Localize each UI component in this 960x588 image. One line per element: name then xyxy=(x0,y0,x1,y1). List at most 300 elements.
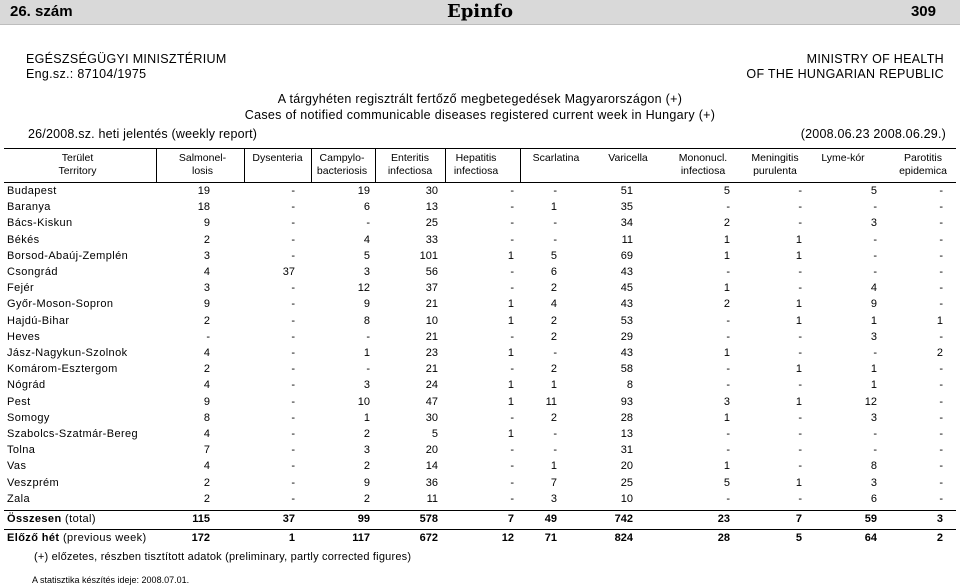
previous-week-row xyxy=(0,532,960,548)
table-cell: - xyxy=(366,217,370,230)
row-label-text: Heves xyxy=(7,330,41,343)
row-label-text: Szabolcs-Szatmár-Bereg xyxy=(7,428,139,440)
table-cell: 742 xyxy=(614,513,633,525)
table-cell: 101 xyxy=(419,249,438,262)
row-label xyxy=(7,217,73,229)
table-cell: 23 xyxy=(425,347,438,359)
table-cell: 23 xyxy=(717,513,730,525)
table-cell: 19 xyxy=(357,185,370,197)
row-label-text: Előző hét xyxy=(7,532,60,544)
table-cell: 1 xyxy=(507,428,514,440)
table-cell: - xyxy=(553,428,557,440)
row-label-text: Somogy xyxy=(7,411,50,424)
table-cell: 9 xyxy=(363,476,370,489)
table-cell: 2 xyxy=(723,298,730,311)
table-cell: - xyxy=(726,266,730,278)
table-row xyxy=(0,396,960,412)
column-separator xyxy=(156,149,157,182)
table-cell: 49 xyxy=(544,513,557,525)
table-header-rule xyxy=(4,182,956,183)
table-cell: 5 xyxy=(431,428,438,440)
table-cell: - xyxy=(291,444,295,457)
column-header-line2: losis xyxy=(191,165,213,177)
table-cell: 5 xyxy=(723,476,730,489)
row-label-text: Fejér xyxy=(7,282,35,295)
table-cell: - xyxy=(939,266,943,278)
table-cell: - xyxy=(291,347,295,359)
table-cell: 45 xyxy=(620,282,633,295)
column-separator xyxy=(445,149,446,182)
total-rule xyxy=(4,510,956,511)
table-cell: - xyxy=(798,217,802,230)
table-cell: - xyxy=(939,330,943,343)
table-cell: - xyxy=(939,428,943,440)
row-label xyxy=(7,331,40,343)
table-cell: 7 xyxy=(795,513,802,525)
table-cell: - xyxy=(939,233,943,246)
table-cell: - xyxy=(510,233,514,246)
column-header xyxy=(812,152,874,165)
date-range: (2008.06.23 2008.06.29.) xyxy=(800,127,946,141)
table-cell: 5 xyxy=(870,185,877,197)
table-cell: 99 xyxy=(357,513,370,525)
table-cell: 20 xyxy=(620,460,633,473)
table-cell: 2 xyxy=(723,217,730,230)
table-cell: 1 xyxy=(795,233,802,246)
table-cell: 672 xyxy=(419,532,438,544)
table-cell: - xyxy=(510,185,514,197)
table-cell: - xyxy=(510,444,514,457)
table-cell: 3 xyxy=(203,249,210,262)
table-cell: 56 xyxy=(425,266,438,278)
column-header-line2: epidemica xyxy=(899,165,947,177)
ministry-hu: EGÉSZSÉGÜGYI MINISZTÉRIUM xyxy=(26,52,227,66)
table-cell: 824 xyxy=(614,532,633,544)
table-cell: - xyxy=(939,411,943,424)
table-row xyxy=(0,347,960,363)
table-row xyxy=(0,217,960,233)
table-cell: 25 xyxy=(425,217,438,230)
table-cell: 2 xyxy=(203,492,210,505)
table-row xyxy=(0,201,960,217)
row-label-note: (previous week) xyxy=(62,532,147,544)
row-label xyxy=(7,282,34,294)
table-cell: - xyxy=(291,363,295,376)
table-cell: - xyxy=(291,411,295,424)
table-cell: 7 xyxy=(550,476,557,489)
table-cell: - xyxy=(798,379,802,392)
table-cell: - xyxy=(798,201,802,214)
table-cell: 1 xyxy=(795,314,802,327)
table-cell: 2 xyxy=(550,363,557,376)
column-header-line2: purulenta xyxy=(753,165,797,177)
registration-number: Eng.sz.: 87104/1975 xyxy=(26,67,147,81)
table-cell: 1 xyxy=(723,233,730,246)
row-label-text: Pest xyxy=(7,395,31,408)
table-cell: 1 xyxy=(795,298,802,311)
table-cell: 2 xyxy=(936,532,943,544)
table-cell: 1 xyxy=(550,460,557,473)
total-row xyxy=(0,513,960,529)
table-cell: 10 xyxy=(357,395,370,408)
table-cell: 2 xyxy=(203,363,210,376)
table-cell: 1 xyxy=(795,395,802,408)
row-label-text: Vas xyxy=(7,460,27,473)
column-separator xyxy=(375,149,376,182)
table-cell: 3 xyxy=(870,330,877,343)
table-cell: 2 xyxy=(550,314,557,327)
table-cell: 24 xyxy=(425,379,438,392)
table-cell: 3 xyxy=(723,395,730,408)
table-cell: 21 xyxy=(425,298,438,311)
table-cell: 43 xyxy=(620,298,633,311)
page-header-bar xyxy=(0,0,960,25)
table-title xyxy=(0,91,960,123)
table-cell: - xyxy=(291,282,295,295)
table-cell: 1 xyxy=(870,314,877,327)
table-cell: 1 xyxy=(363,347,370,359)
table-cell: 1 xyxy=(507,249,514,262)
table-cell: - xyxy=(726,444,730,457)
table-cell: 43 xyxy=(620,347,633,359)
column-header xyxy=(245,152,310,165)
table-cell: - xyxy=(726,314,730,327)
column-header xyxy=(160,152,245,178)
column-header-line2: infectiosa xyxy=(680,165,726,177)
table-cell: 37 xyxy=(282,513,295,525)
table-row xyxy=(0,266,960,282)
table-cell: 4 xyxy=(870,282,877,295)
table-cell: 1 xyxy=(870,379,877,392)
table-cell: - xyxy=(553,217,557,230)
table-cell: 4 xyxy=(203,266,210,278)
table-cell: 1 xyxy=(795,249,802,262)
table-cell: 1 xyxy=(550,201,557,214)
table-cell: - xyxy=(510,282,514,295)
table-cell: - xyxy=(510,201,514,214)
column-header-line1: Hepatitis xyxy=(455,152,497,164)
table-cell: 1 xyxy=(507,314,514,327)
row-label xyxy=(7,201,51,213)
table-cell: 2 xyxy=(203,476,210,489)
row-label xyxy=(7,250,128,262)
table-cell: 36 xyxy=(425,476,438,489)
table-cell: 53 xyxy=(620,314,633,327)
table-cell: 20 xyxy=(425,444,438,457)
table-cell: - xyxy=(510,363,514,376)
table-cell: - xyxy=(873,266,877,278)
table-cell: 1 xyxy=(507,379,514,392)
table-cell: 1 xyxy=(795,476,802,489)
table-cell: - xyxy=(553,233,557,246)
row-label xyxy=(7,185,57,197)
table-cell: - xyxy=(873,201,877,214)
table-cell: - xyxy=(510,411,514,424)
table-cell: - xyxy=(939,379,943,392)
table-cell: - xyxy=(939,444,943,457)
epinfo-logo: Epinfo xyxy=(447,1,513,22)
table-cell: - xyxy=(798,460,802,473)
column-header xyxy=(596,152,660,165)
report-number: 26/2008.sz. heti jelentés (weekly report) xyxy=(28,127,258,141)
table-cell: 2 xyxy=(936,347,943,359)
column-header xyxy=(447,152,505,178)
table-cell: 11 xyxy=(545,395,557,408)
table-cell: - xyxy=(939,492,943,505)
table-cell: 2 xyxy=(363,492,370,505)
column-header-line2: infectiosa xyxy=(387,165,433,177)
issue-number: 26. szám xyxy=(10,3,73,20)
table-cell: - xyxy=(510,266,514,278)
table-cell: 2 xyxy=(363,428,370,440)
table-cell: 71 xyxy=(544,532,557,544)
table-cell: 1 xyxy=(870,363,877,376)
table-cell: 117 xyxy=(352,532,370,544)
table-cell: - xyxy=(939,201,943,214)
table-cell: 7 xyxy=(507,513,514,525)
table-cell: 21 xyxy=(425,363,438,376)
table-cell: - xyxy=(510,460,514,473)
table-cell: 1 xyxy=(936,314,943,327)
table-cell: 5 xyxy=(795,532,802,544)
table-cell: - xyxy=(939,249,943,262)
table-cell: 58 xyxy=(620,363,633,376)
table-cell: 1 xyxy=(507,347,514,359)
table-cell: - xyxy=(798,282,802,295)
table-cell: 43 xyxy=(620,266,633,278)
table-cell: 29 xyxy=(620,330,633,343)
row-label-text: Nógrád xyxy=(7,379,46,392)
column-header-line2: bacteriosis xyxy=(316,165,368,177)
row-label xyxy=(7,347,128,359)
table-cell: 4 xyxy=(550,298,557,311)
row-label-text: Győr-Moson-Sopron xyxy=(7,298,114,311)
table-cell: 2 xyxy=(550,282,557,295)
table-cell: 28 xyxy=(717,532,730,544)
row-label xyxy=(7,428,138,440)
row-label-text: Borsod-Abaúj-Zemplén xyxy=(7,249,129,262)
table-cell: - xyxy=(291,217,295,230)
table-cell: - xyxy=(291,492,295,505)
table-cell: - xyxy=(939,476,943,489)
table-cell: 2 xyxy=(203,233,210,246)
row-label xyxy=(7,315,69,327)
table-row xyxy=(0,315,960,331)
table-row xyxy=(0,460,960,476)
row-label-text: Összesen xyxy=(7,513,62,525)
table-cell: - xyxy=(726,330,730,343)
table-row xyxy=(0,282,960,298)
table-cell: - xyxy=(366,363,370,376)
page-number: 309 xyxy=(910,3,936,20)
table-cell: - xyxy=(873,233,877,246)
table-cell: 4 xyxy=(203,347,210,359)
table-cell: - xyxy=(726,379,730,392)
row-label xyxy=(7,493,30,505)
table-cell: 5 xyxy=(550,249,557,262)
table-cell: 5 xyxy=(363,249,370,262)
table-cell: - xyxy=(291,233,295,246)
table-cell: - xyxy=(291,185,295,197)
table-cell: - xyxy=(510,330,514,343)
table-cell: - xyxy=(291,330,295,343)
table-cell: 3 xyxy=(203,282,210,295)
table-cell: 4 xyxy=(363,233,370,246)
table-cell: 1 xyxy=(507,395,514,408)
table-cell: 3 xyxy=(363,444,370,457)
table-cell: 64 xyxy=(864,532,877,544)
column-header xyxy=(527,152,585,165)
table-cell: 1 xyxy=(795,363,802,376)
row-label-text: Hajdú-Bihar xyxy=(7,314,70,327)
table-cell: 4 xyxy=(203,428,210,440)
table-cell: 12 xyxy=(501,532,514,544)
row-label xyxy=(7,412,50,424)
table-cell: 12 xyxy=(864,395,877,408)
column-header-line1: Dysenteria xyxy=(252,152,303,164)
table-cell: - xyxy=(206,330,210,343)
row-label xyxy=(7,444,35,456)
table-cell: 3 xyxy=(870,217,877,230)
table-cell: 1 xyxy=(723,249,730,262)
row-label-text: Baranya xyxy=(7,201,51,214)
previous-rule xyxy=(4,529,956,530)
footnote: (+) előzetes, részben tisztított adatok (preliminary, partly corrected figures) xyxy=(34,551,412,563)
table-cell: - xyxy=(291,201,295,214)
table-row xyxy=(0,250,960,266)
table-cell: 1 xyxy=(550,379,557,392)
table-cell: - xyxy=(510,217,514,230)
column-separator xyxy=(520,149,521,182)
table-cell: - xyxy=(726,492,730,505)
table-cell: 35 xyxy=(620,201,633,214)
row-label-text: Tolna xyxy=(7,444,36,457)
column-header-line1: Lyme-kór xyxy=(821,152,865,164)
table-row xyxy=(0,331,960,347)
table-cell: - xyxy=(291,249,295,262)
row-label xyxy=(7,298,113,310)
table-cell: 31 xyxy=(620,444,633,457)
column-separator xyxy=(244,149,245,182)
column-header-line1: Meningitis xyxy=(751,152,799,164)
table-cell: 30 xyxy=(425,185,438,197)
table-cell: 33 xyxy=(425,233,438,246)
table-cell: 3 xyxy=(363,266,370,278)
table-cell: - xyxy=(939,217,943,230)
table-cell: - xyxy=(726,428,730,440)
row-label xyxy=(7,396,31,408)
table-cell: 3 xyxy=(363,379,370,392)
row-label-text: Jász-Nagykun-Szolnok xyxy=(7,347,128,359)
table-cell: 2 xyxy=(550,330,557,343)
table-cell: 13 xyxy=(620,428,633,440)
table-cell: 10 xyxy=(620,492,633,505)
table-cell: 1 xyxy=(723,460,730,473)
table-cell: - xyxy=(553,185,557,197)
table-cell: - xyxy=(291,298,295,311)
ministry-en: MINISTRY OF HEALTH xyxy=(806,52,944,66)
table-cell: 12 xyxy=(357,282,370,295)
table-cell: - xyxy=(939,185,943,197)
table-cell: 3 xyxy=(870,411,877,424)
table-cell: 9 xyxy=(203,298,210,311)
table-cell: 9 xyxy=(203,217,210,230)
row-label xyxy=(7,532,147,544)
table-row xyxy=(0,428,960,444)
table-cell: 9 xyxy=(363,298,370,311)
table-cell: 21 xyxy=(425,330,438,343)
table-cell: 1 xyxy=(288,532,295,544)
column-header xyxy=(890,152,956,178)
table-cell: 6 xyxy=(870,492,877,505)
row-label xyxy=(7,379,45,391)
table-cell: 2 xyxy=(203,314,210,327)
column-header-line2: infectiosa xyxy=(453,165,499,177)
table-cell: 93 xyxy=(620,395,633,408)
row-label xyxy=(7,234,40,246)
title-hungarian: A tárgyhéten regisztrált fertőző megbetegedések Magyarországon (+) xyxy=(277,92,683,106)
column-header-line1: Scarlatina xyxy=(532,152,580,164)
table-cell: - xyxy=(939,395,943,408)
column-header xyxy=(669,152,737,178)
column-header-line1: Varicella xyxy=(608,152,648,164)
table-cell: 6 xyxy=(363,201,370,214)
table-cell: 115 xyxy=(192,513,210,525)
column-header-line1: Terület xyxy=(61,152,94,164)
table-cell: - xyxy=(873,249,877,262)
republic-en: OF THE HUNGARIAN REPUBLIC xyxy=(746,67,944,81)
table-row xyxy=(0,493,960,509)
row-label-text: Veszprém xyxy=(7,476,60,489)
table-cell: 14 xyxy=(425,460,438,473)
table-cell: - xyxy=(291,460,295,473)
table-cell: 1 xyxy=(723,411,730,424)
row-label xyxy=(7,266,58,278)
table-cell: - xyxy=(939,363,943,376)
row-label xyxy=(7,460,26,472)
table-row xyxy=(0,379,960,395)
table-cell: - xyxy=(726,201,730,214)
column-header xyxy=(312,152,372,178)
column-header-line2: Territory xyxy=(58,165,97,177)
table-cell: 37 xyxy=(282,266,295,278)
table-cell: 11 xyxy=(426,492,438,505)
column-header-line1: Enteritis xyxy=(391,152,429,164)
table-cell: 1 xyxy=(363,411,370,424)
column-header xyxy=(743,152,807,178)
table-cell: - xyxy=(798,428,802,440)
table-cell: 4 xyxy=(203,379,210,392)
table-cell: 19 xyxy=(197,185,210,197)
column-header xyxy=(380,152,440,178)
table-cell: - xyxy=(873,444,877,457)
table-cell: 2 xyxy=(363,460,370,473)
table-cell: - xyxy=(798,411,802,424)
table-cell: 37 xyxy=(425,282,438,295)
table-cell: 2 xyxy=(550,411,557,424)
table-cell: - xyxy=(553,444,557,457)
table-cell: 1 xyxy=(723,347,730,359)
table-row xyxy=(0,412,960,428)
table-cell: 25 xyxy=(620,476,633,489)
table-cell: 10 xyxy=(425,314,438,327)
table-cell: - xyxy=(798,444,802,457)
ministry-en-block xyxy=(746,52,944,82)
table-cell: 172 xyxy=(191,532,210,544)
table-cell: 8 xyxy=(203,411,210,424)
table-cell: - xyxy=(291,428,295,440)
table-cell: 9 xyxy=(203,395,210,408)
